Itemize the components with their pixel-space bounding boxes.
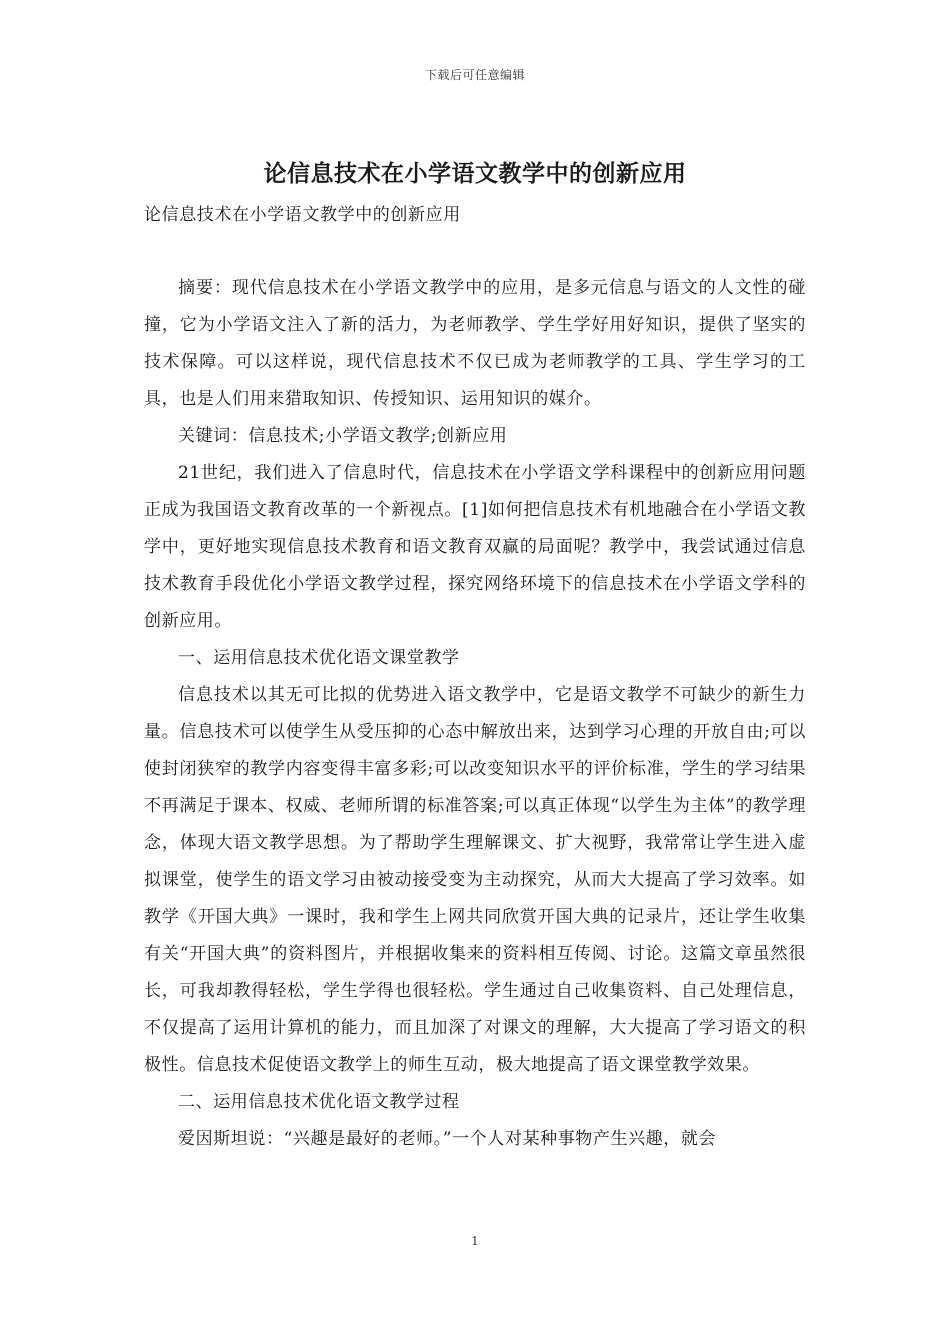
document-body	[144, 270, 806, 1158]
section-1-paragraph: 信息技术以其无可比拟的优势进入语文教学中，它是语文教学不可缺少的新生力量。信息技术可以使学生从受压抑的心态中解放出来，达到学习心理的开放自由;可以使封闭狭窄的教学内容变得丰富多彩;可以改变知识水平的评价标准，学生的学习结果不再满足于课本、权威、老师所谓的标准答案;可以真正体现“以学生为主体”的教学理念，体现大语文教学思想。为了帮助学生理解课文、扩大视野，我常常让学生进入虚拟课堂，使学生的语文学习由被动接受变为主动探究，从而大大提高了学习效率。如教学《开国大典》一课时，我和学生上网共同欣赏开国大典的记录片，还让学生收集有关“开国大典”的资料图片，并根据收集来的资料相互传阅、讨论。这篇文章虽然很长，可我却教得轻松，学生学得也很轻松。学生通过自己收集资料、自己处理信息，不仅提高了运用计算机的能力，而且加深了对课文的理解，大大提高了学习语文的积极性。信息技术促使语文教学上的师生互动，极大地提高了语文课堂教学效果。	[144, 685, 806, 1075]
section-heading-2: 二、运用信息技术优化语文教学过程	[178, 1092, 460, 1112]
page-number: 1	[471, 1234, 479, 1248]
document-title: 论信息技术在小学语文教学中的创新应用	[263, 160, 687, 187]
keywords-paragraph: 关键词：信息技术;小学语文教学;创新应用	[178, 426, 508, 446]
section-2-paragraph: 爱因斯坦说：“兴趣是最好的老师。”一个人对某种事物产生兴趣，就会	[178, 1129, 717, 1149]
intro-paragraph: 21世纪，我们进入了信息时代，信息技术在小学语文学科课程中的创新应用问题正成为我国语文教育改革的一个新视点。[1]如何把信息技术有机地融合在小学语文教学中，更好地实现信息技术教育和语文教育双赢的局面呢？教学中，我尝试通过信息技术教育手段优化小学语文教学过程，探究网络环境下的信息技术在小学语文学科的创新应用。	[144, 463, 806, 631]
abstract-paragraph: 摘要：现代信息技术在小学语文教学中的应用，是多元信息与语文的人文性的碰撞，它为小学语文注入了新的活力，为老师教学、学生学好用好知识，提供了坚实的技术保障。可以这样说，现代信息技术不仅已成为老师教学的工具、学生学习的工具，也是人们用来猎取知识、传授知识、运用知识的媒介。	[144, 278, 806, 409]
header-note: 下载后可任意编辑	[424, 68, 525, 82]
section-heading-1: 一、运用信息技术优化语文课堂教学	[178, 648, 460, 668]
document-subtitle: 论信息技术在小学语文教学中的创新应用	[144, 205, 461, 225]
